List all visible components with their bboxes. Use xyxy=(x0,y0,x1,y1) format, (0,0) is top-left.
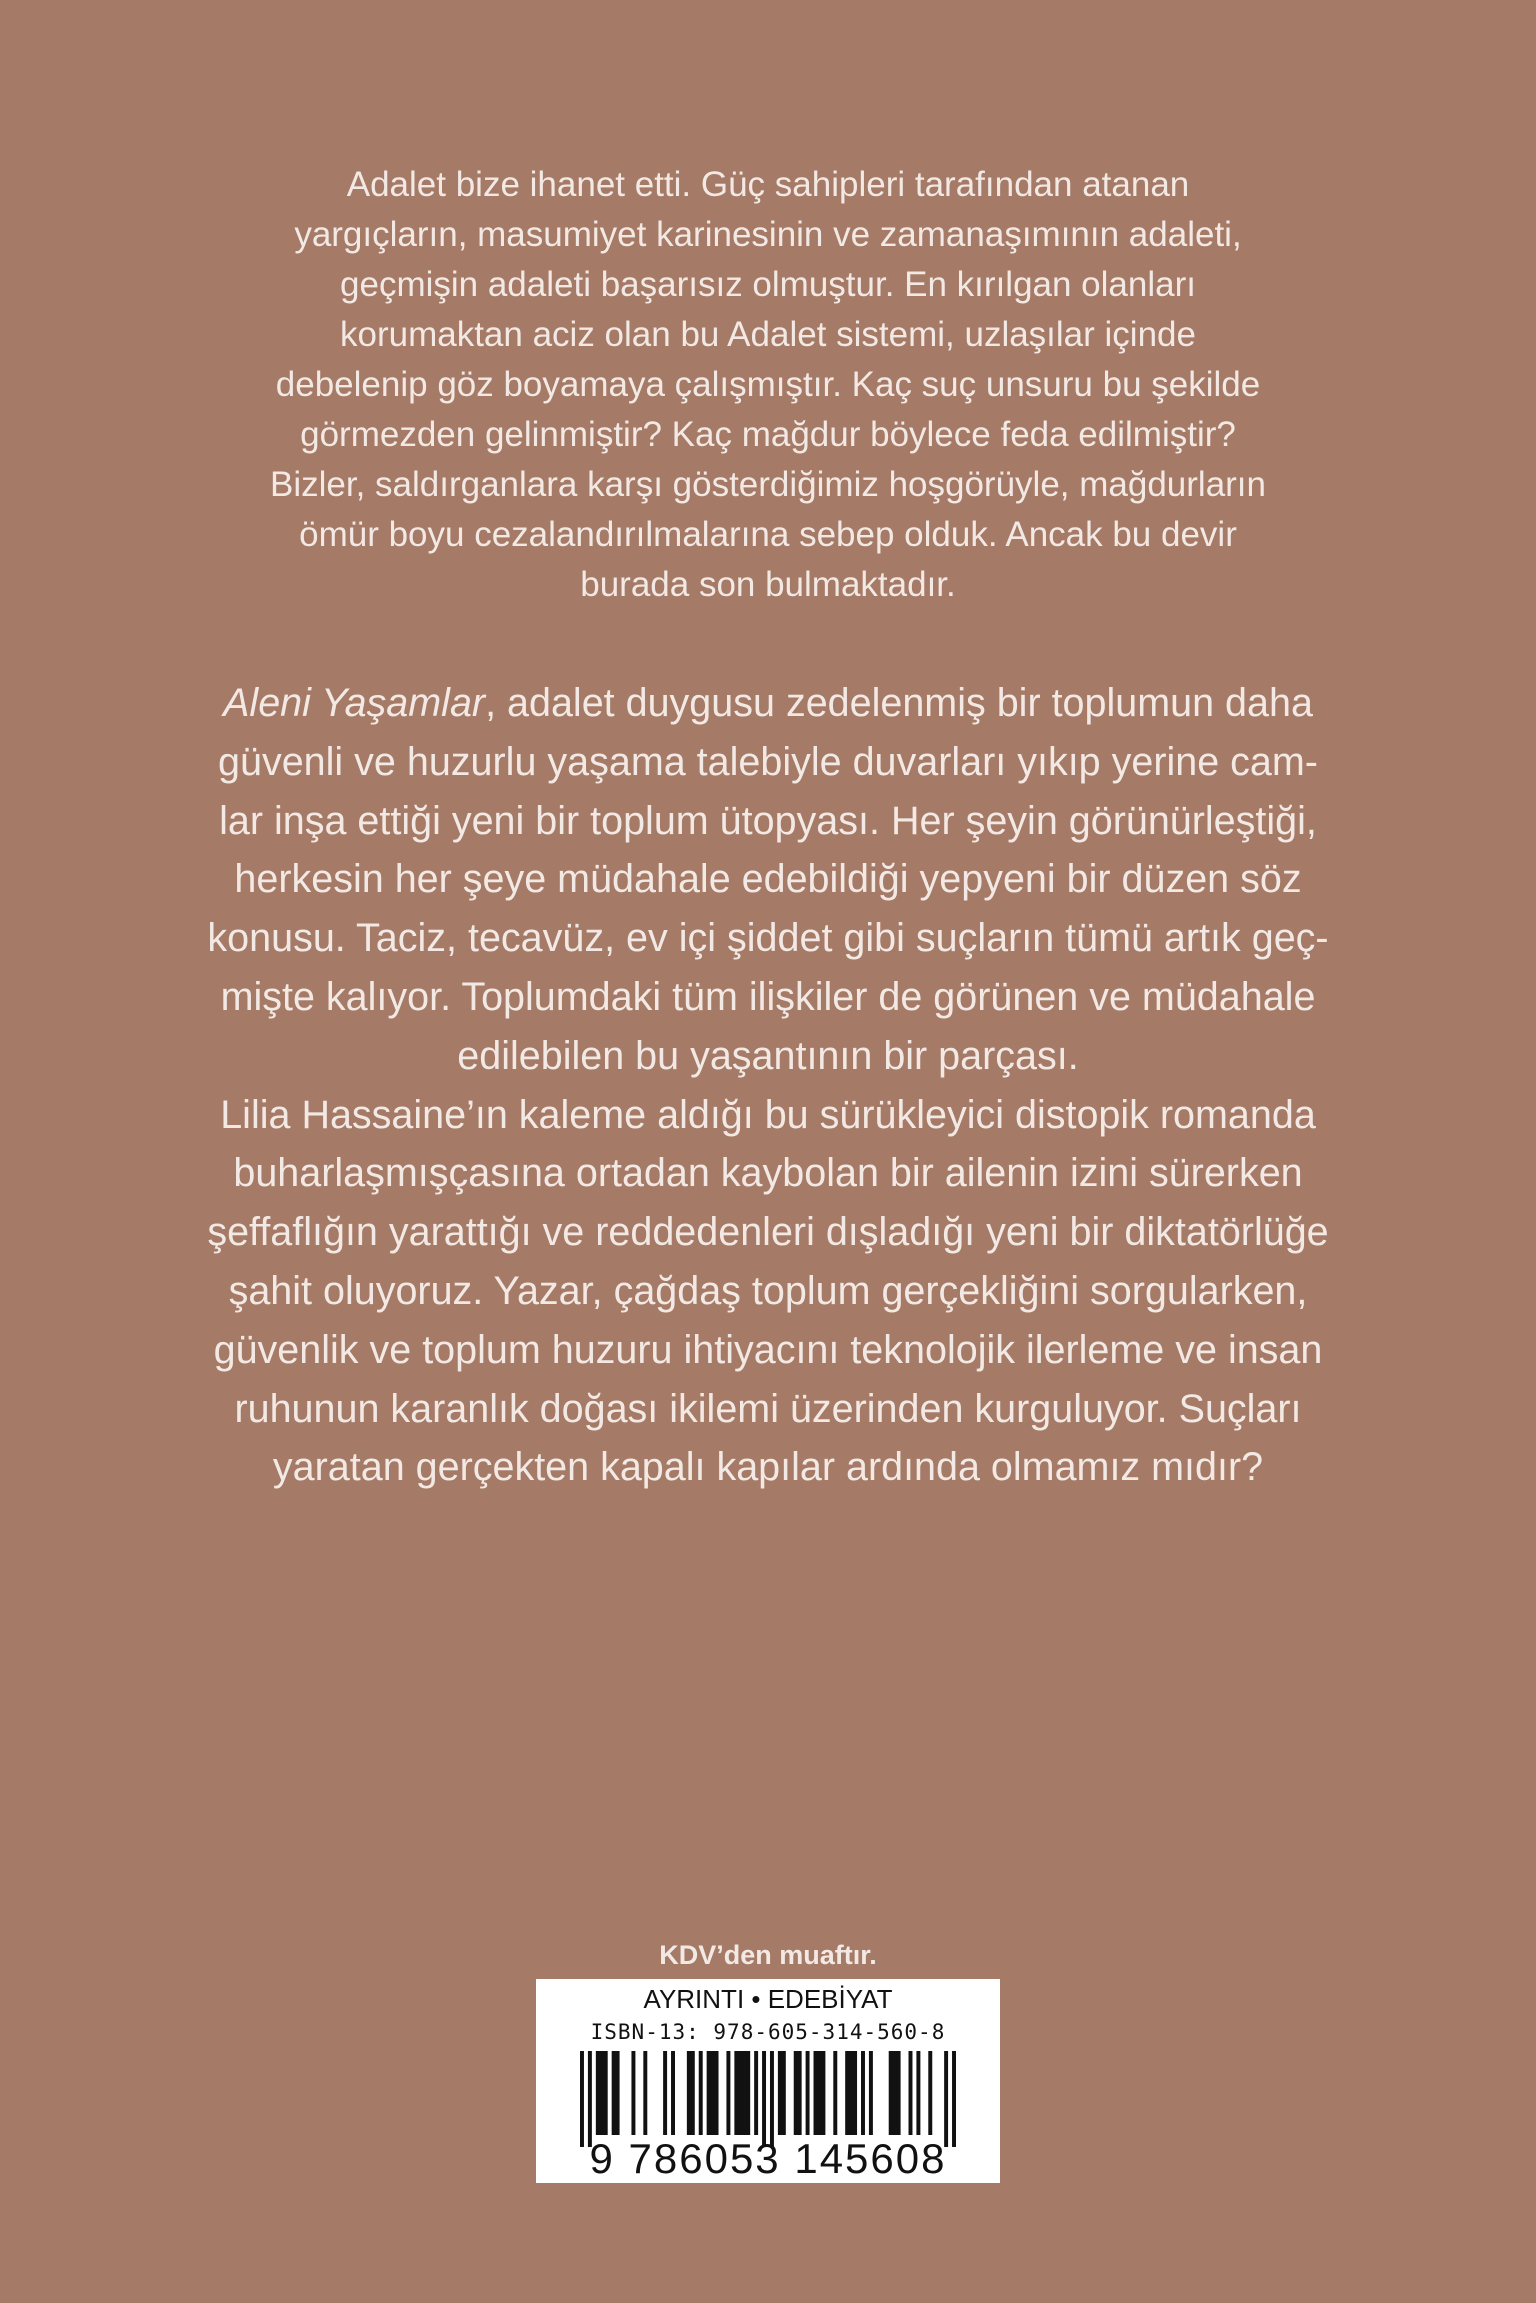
blurb-block xyxy=(160,674,1376,1497)
barcode-bar xyxy=(580,2051,584,2147)
barcode-bar xyxy=(806,2051,810,2135)
blurb-line: güvenli ve huzurlu yaşama talebiyle duvarları yıkıp yerine cam- xyxy=(218,739,1318,784)
barcode-bar xyxy=(869,2051,873,2135)
blurb-line: şeffaflığın yarattığı ve reddedenleri dışladığı yeni bir diktatörlüğe xyxy=(207,1210,1329,1255)
barcode-bar xyxy=(643,2051,647,2135)
barcode-bar xyxy=(588,2051,592,2147)
blurb-line: yaratan gerçekten kapalı kapılar ardında olmamız mıdır? xyxy=(272,1445,1264,1490)
ean-digits xyxy=(536,2137,1000,2181)
quote-line: Bizler, saldırganlara karşı gösterdiğimiz hoşgörüyle, mağdurların xyxy=(269,465,1266,504)
blurb-line: Lilia Hassaine’ın kaleme aldığı bu sürükleyici distopik romanda xyxy=(220,1092,1316,1137)
tax-exempt-note: KDV’den muaftır. xyxy=(659,1940,877,1970)
ean-first-digit: 9 xyxy=(589,2135,615,2182)
blurb-line: şahit oluyoruz. Yazar, çağdaş toplum gerçekliğini sorgularken, xyxy=(228,1268,1308,1313)
barcode-bar xyxy=(671,2051,675,2135)
barcode-bar xyxy=(909,2051,913,2135)
quote-line: Adalet bize ihanet etti. Güç sahipleri tarafından atanan xyxy=(346,165,1190,204)
quote-line: yargıçların, masumiyet karinesinin ve zamanaşımının adaleti, xyxy=(294,215,1242,254)
quote-line: korumaktan aciz olan bu Adalet sistemi, uzlaşılar içinde xyxy=(340,315,1196,354)
isbn-number: ISBN-13: 978-605-314-560-8 xyxy=(590,2020,946,2044)
barcode-image xyxy=(580,2051,956,2147)
blurb-line: herkesin her şeye müdahale edebildiği yepyeni bir düzen söz xyxy=(234,857,1302,902)
barcode-bar xyxy=(833,2051,837,2135)
blurb-line: buharlaşmışçasına ortadan kaybolan bir ailenin izini sürerken xyxy=(233,1151,1303,1196)
blurb-line: ruhunun karanlık doğası ikilemi üzerinden kurguluyor. Suçları xyxy=(234,1386,1302,1431)
barcode-bar xyxy=(916,2051,920,2135)
blurb-first-line xyxy=(160,674,1376,733)
blurb-line: lar inşa ettiği yeni bir toplum ütopyası. Her şeyin görünürleştiği, xyxy=(219,798,1317,843)
barcode-bar xyxy=(754,2051,758,2135)
barcode-bar xyxy=(770,2051,774,2147)
quote-line: ömür boyu cezalandırılmalarına sebep olduk. Ancak bu devir xyxy=(299,515,1237,554)
quote-line: burada son bulmaktadır. xyxy=(580,565,956,604)
barcode-bar xyxy=(663,2051,667,2135)
barcode-bar xyxy=(707,2051,719,2135)
quote-line: debelenip göz boyamaya çalışmıştır. Kaç suç unsuru bu şekilde xyxy=(275,365,1261,404)
barcode-label xyxy=(536,1979,1000,2183)
barcode-bar xyxy=(726,2051,730,2135)
barcode-bar xyxy=(861,2051,865,2135)
barcode-bar xyxy=(794,2051,802,2135)
blurb-line: mişte kalıyor. Toplumdaki tüm ilişkiler de görünen ve müdahale xyxy=(220,974,1316,1019)
barcode-bar xyxy=(889,2051,901,2135)
barcode-bar xyxy=(762,2051,766,2147)
barcode-bar xyxy=(845,2051,857,2135)
blurb-line: güvenlik ve toplum huzuru ihtiyacını teknolojik ilerleme ve insan xyxy=(213,1327,1323,1372)
barcode-bar xyxy=(944,2051,948,2147)
barcode-bar xyxy=(631,2051,635,2135)
barcode-bar xyxy=(699,2051,703,2135)
barcode-bar xyxy=(734,2051,750,2135)
ean-right-group: 145608 xyxy=(794,2135,947,2182)
blurb-line: konusu. Taciz, tecavüz, ev içi şiddet gibi suçların tümü artık geç- xyxy=(207,916,1329,961)
barcode-bar xyxy=(952,2051,956,2147)
quote-line: geçmişin adaleti başarısız olmuştur. En kırılgan olanları xyxy=(340,265,1196,304)
barcode-bar xyxy=(596,2051,608,2135)
blurb-first-line-text: , adalet duygusu zedelenmiş bir toplumun daha xyxy=(485,681,1313,725)
ean-left-group: 786053 xyxy=(628,2135,781,2182)
barcode-bar xyxy=(778,2051,786,2135)
quote-line: görmezden gelinmiştir? Kaç mağdur böylece feda edilmiştir? xyxy=(300,415,1236,454)
barcode-bar xyxy=(814,2051,826,2135)
book-title: Aleni Yaşamlar xyxy=(223,681,486,725)
quote-block xyxy=(200,160,1336,610)
barcode-bar xyxy=(687,2051,695,2135)
barcode-bar xyxy=(928,2051,932,2135)
blurb-line: edilebilen bu yaşantının bir parçası. xyxy=(457,1033,1079,1078)
publisher-imprint: AYRINTI • EDEBİYAT xyxy=(643,1984,893,2014)
barcode-bar xyxy=(612,2051,620,2135)
